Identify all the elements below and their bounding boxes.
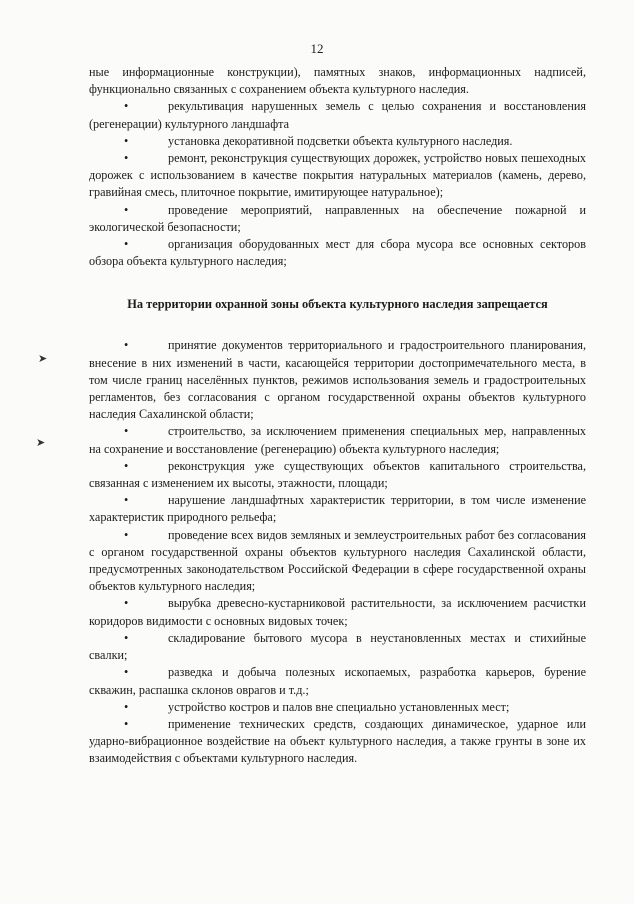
bullet-icon: • bbox=[124, 338, 129, 353]
margin-arrow-icon: ➤ bbox=[38, 353, 48, 365]
list-item: • принятие документов территориального и градостроительного планирования, внесение в них изменений в части, касающейся территории достопримечательного места, в том числе границ населённых пунктов, режимов использования земель и градостроительных регламентов, без согласования с органом государственной охраны объектов культурного наследия Сахалинской области; bbox=[89, 338, 586, 422]
list-item: • устройство костров и палов вне специально установленных мест; bbox=[89, 699, 586, 716]
page-number: 12 bbox=[310, 41, 324, 56]
list-item: • реконструкция уже существующих объектов капитального строительства, связанная с изменением их высоты, этажности, площади; bbox=[89, 458, 586, 491]
list-item: • рекультивация нарушенных земель с целью сохранения и восстановления (регенерации) культурного ландшафта bbox=[89, 99, 586, 131]
margin-arrow-icon: ➤ bbox=[36, 437, 46, 449]
list-item: • складирование бытового мусора в неустановленных местах и стихийные свалки; bbox=[89, 630, 586, 663]
bullet-icon: • bbox=[124, 665, 129, 680]
bullet-icon: • bbox=[124, 493, 129, 508]
intro-continuation: ные информационные конструкции), памятных знаков, информационных надписей, функционально связанных с сохранением объекта культурного наследия. bbox=[89, 65, 586, 97]
list-item: • нарушение ландшафтных характеристик территории, в том числе изменение характеристик природного рельефа; bbox=[89, 493, 586, 525]
list-item: • вырубка древесно-кустарниковой растительности, за исключением расчистки коридоров видимости с основных видовых точек; bbox=[89, 596, 586, 628]
list-item: • проведение всех видов земляных и землеустроительных работ без согласования с органом государственной охраны объектов культурного наследия Сахалинской области, предусмотренных законодательством Российской Федерации в сфере государственной охраны объектов культурного наследия; bbox=[89, 527, 586, 594]
bullet-icon: • bbox=[124, 630, 129, 645]
prohibited-list bbox=[89, 337, 586, 767]
list-item: • проведение мероприятий, направленных на обеспечение пожарной и экологической безопасности; bbox=[89, 202, 586, 234]
bullet-icon: • bbox=[124, 458, 129, 473]
list-item: • ремонт, реконструкция существующих дорожек, устройство новых пешеходных дорожек с использованием в качестве покрытия натуральных материалов (камень, дерево, гравийная смесь, плиточное покрытие, имитирующее натуральное); bbox=[89, 151, 586, 200]
section-heading: На территории охранной зоны объекта культурного наследия запрещается bbox=[127, 297, 548, 312]
document-body bbox=[89, 64, 586, 768]
list-item: • применение технических средств, создающих динамическое, ударное или ударно-вибрационное воздействие на объект культурного наследия, а также грунты в зоне их взаимодействия с объектами культурного наследия. bbox=[89, 716, 586, 766]
bullet-icon: • bbox=[124, 596, 129, 611]
bullet-icon: • bbox=[124, 424, 129, 439]
bullet-icon: • bbox=[124, 99, 129, 114]
bullet-icon: • bbox=[124, 151, 129, 166]
list-item: • строительство, за исключением применения специальных мер, направленных на сохранение и восстановление (регенерацию) объекта культурного наследия; bbox=[89, 424, 586, 456]
list-item: • организация оборудованных мест для сбора мусора все основных секторов обзора объекта культурного наследия; bbox=[89, 237, 586, 269]
bullet-icon: • bbox=[124, 527, 129, 542]
list-item: • разведка и добыча полезных ископаемых, разработка карьеров, бурение скважин, распашка склонов оврагов и т.д.; bbox=[89, 665, 586, 697]
list-item: • установка декоративной подсветки объекта культурного наследия. bbox=[89, 133, 586, 150]
bullet-icon: • bbox=[124, 133, 129, 148]
bullet-icon: • bbox=[124, 716, 129, 731]
bullet-icon: • bbox=[124, 237, 129, 252]
bullet-icon: • bbox=[124, 202, 129, 217]
bullet-icon: • bbox=[124, 699, 129, 714]
allowed-list bbox=[89, 98, 586, 270]
